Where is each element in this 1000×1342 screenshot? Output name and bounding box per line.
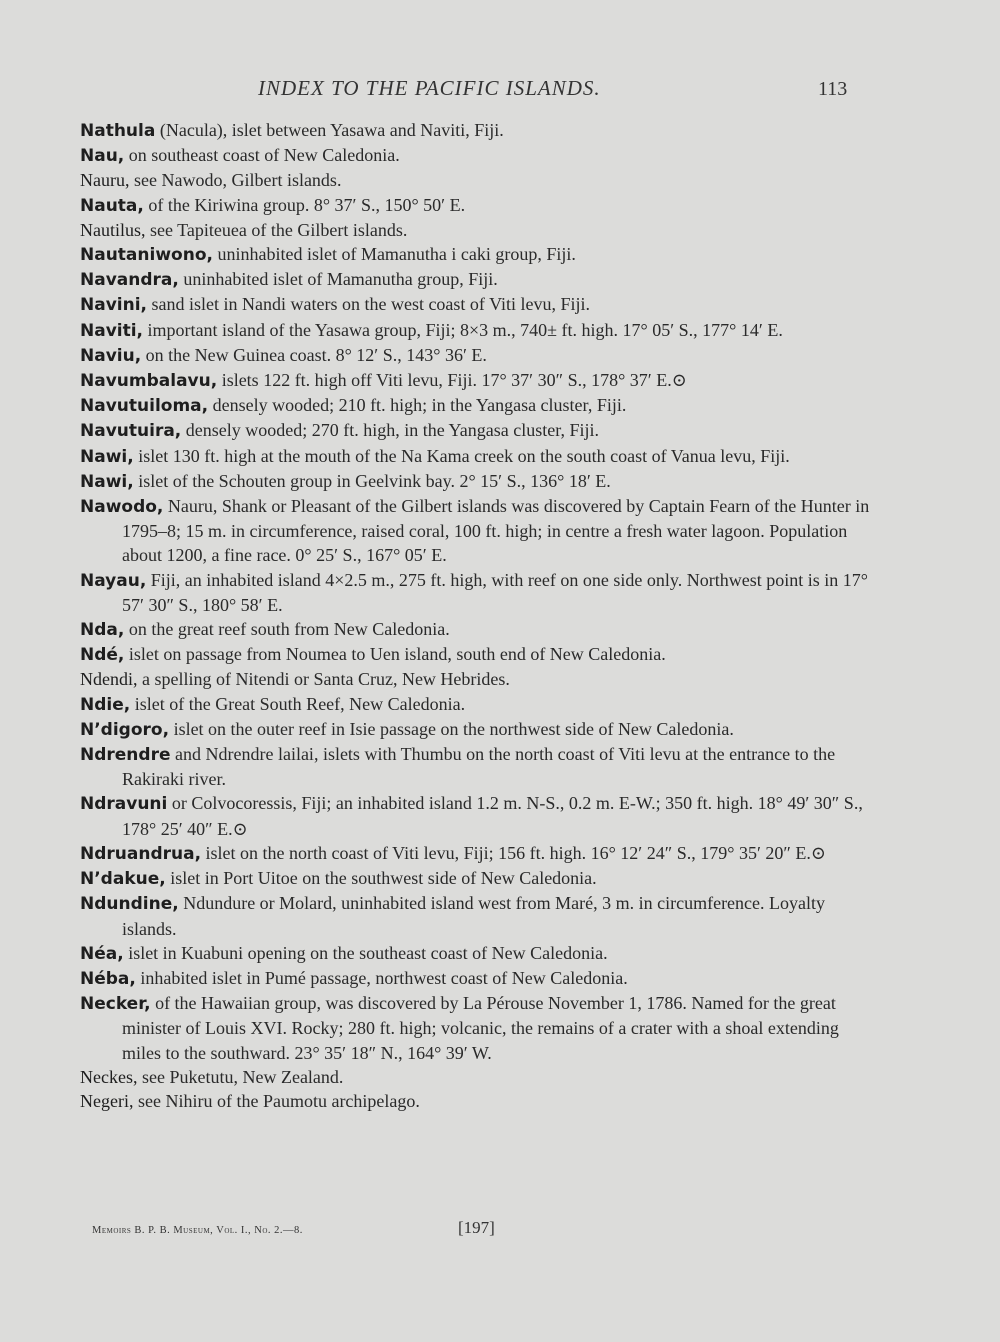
entry-name: Navutuiloma, <box>80 396 209 417</box>
entry-text: or Colvocoressis, Fiji; an inhabited island 1.2 m. N-S., 0.2 m. E-W.; 350 ft. high. 18° 49′ 30″ S., 178° 25′ 40″ E.⊙ <box>122 793 863 839</box>
index-entry <box>80 642 880 667</box>
entry-text: densely wooded; 270 ft. high, in the Yangasa cluster, Fiji. <box>181 420 600 441</box>
index-entry <box>80 469 880 494</box>
entry-text: islet on passage from Noumea to Uen island, south end of New Caledonia. <box>124 644 666 665</box>
entry-name: Navumbalavu, <box>80 371 218 392</box>
entry-name: Neckes, <box>80 1066 138 1087</box>
index-entry <box>80 667 880 691</box>
running-header: INDEX TO THE PACIFIC ISLANDS. <box>258 76 601 100</box>
footer-citation: Memoirs B. P. B. Museum, Vol. I., No. 2.—8. <box>92 1225 303 1236</box>
index-entry <box>80 991 880 1065</box>
index-entries <box>80 118 880 1113</box>
index-entry <box>80 143 880 168</box>
index-entry <box>80 444 880 469</box>
entry-text: (Nacula), islet between Yasawa and Naviti, Fiji. <box>155 120 504 140</box>
entry-name: N’dakue, <box>80 869 166 890</box>
entry-name: Ndie, <box>80 694 131 715</box>
index-entry <box>80 791 880 840</box>
entry-text: islets 122 ft. high off Viti levu, Fiji. 17° 37′ 30″ S., 178° 37′ E.⊙ <box>217 370 687 391</box>
entry-text: see Puketutu, New Zealand. <box>137 1066 344 1087</box>
entry-text: see Tapiteuea of the Gilbert islands. <box>145 219 408 240</box>
index-entry <box>80 941 880 966</box>
entry-text: uninhabited islet of Mamanutha i caki group, Fiji. <box>212 244 576 265</box>
entry-text: a spelling of Nitendi or Santa Cruz, New Hebrides. <box>137 669 510 690</box>
index-entry <box>80 742 880 791</box>
entry-name: Ndruandrua, <box>80 843 202 864</box>
index-entry <box>80 368 880 393</box>
entry-name: Naviu, <box>80 345 142 366</box>
index-entry <box>80 841 880 866</box>
index-entry <box>80 393 880 418</box>
index-entry <box>80 617 880 642</box>
index-entry <box>80 168 880 192</box>
entry-name: Ndé, <box>80 645 125 666</box>
index-entry <box>80 118 880 143</box>
entry-text: islet on the north coast of Viti levu, Fiji; 156 ft. high. 16° 12′ 24″ S., 179° 35′ 20″ E.⊙ <box>201 842 826 863</box>
entry-name: Navini, <box>80 295 147 316</box>
entry-text: islet of the Schouten group in Geelvink bay. 2° 15′ S., 136° 18′ E. <box>133 470 611 491</box>
entry-text: uninhabited islet of Mamanutha group, Fiji. <box>178 269 498 290</box>
entry-text: Ndundure or Molard, uninhabited island west from Maré, 3 m. in circumference. Loyalty islands. <box>122 893 826 939</box>
entry-name: Naviti, <box>80 320 144 341</box>
entry-name: Néba, <box>80 968 136 989</box>
entry-text: islet 130 ft. high at the mouth of the Na Kama creek on the south coast of Vanua levu, Fiji. <box>133 445 790 466</box>
entry-text: inhabited islet in Pumé passage, northwest coast of New Caledonia. <box>135 967 628 988</box>
entry-name: Nauta, <box>80 195 144 216</box>
entry-name: Nautaniwono, <box>80 245 213 266</box>
index-entry <box>80 692 880 717</box>
entry-name: Ndundine, <box>80 894 179 915</box>
entry-name: Nauru, <box>80 170 130 191</box>
index-entry <box>80 717 880 742</box>
entry-name: Navandra, <box>80 270 179 291</box>
signature-mark: [197] <box>458 1218 495 1237</box>
entry-text: on southeast coast of New Caledonia. <box>124 145 400 166</box>
entry-name: Nawi, <box>80 446 134 467</box>
entry-text: of the Kiriwina group. 8° 37′ S., 150° 50′ E. <box>143 194 466 215</box>
entry-text: of the Hawaiian group, was discovered by La Pérouse November 1, 1786. Named for the great minister of Louis XVI. Rocky; 280 ft. high; volcanic, the remains of a crater with a shoal extending miles to the southward. 23° 35′ 18″ N., 164° 39′ W. <box>122 993 839 1063</box>
index-entry <box>80 1089 880 1113</box>
entry-text: important island of the Yasawa group, Fiji; 8×3 m., 740± ft. high. 17° 05′ S., 177° 14′ E. <box>143 319 783 340</box>
entry-text: on the New Guinea coast. 8° 12′ S., 143° 36′ E. <box>141 344 487 365</box>
index-entry <box>80 418 880 443</box>
index-entry <box>80 218 880 242</box>
index-entry <box>80 1065 880 1089</box>
entry-name: Negeri, <box>80 1090 134 1111</box>
index-entry <box>80 343 880 368</box>
entry-text: see Nawodo, Gilbert islands. <box>129 170 342 191</box>
entry-name: Ndendi, <box>80 669 138 690</box>
index-entry <box>80 193 880 218</box>
entry-name: Nautilus, <box>80 219 146 240</box>
entry-name: Ndravuni <box>80 794 168 815</box>
entry-name: Necker, <box>80 994 151 1015</box>
entry-name: Nayau, <box>80 570 147 591</box>
page-number: 113 <box>818 78 848 100</box>
entry-text: on the great reef south from New Caledonia. <box>124 619 450 640</box>
entry-text: islet of the Great South Reef, New Caledonia. <box>130 693 466 714</box>
index-entry <box>80 966 880 991</box>
entry-name: Nathula <box>80 121 156 141</box>
index-entry <box>80 267 880 292</box>
index-entry <box>80 866 880 891</box>
index-entry <box>80 292 880 317</box>
entry-text: islet in Port Uitoe on the southwest side of New Caledonia. <box>165 868 597 889</box>
entry-text: see Nihiru of the Paumotu archipelago. <box>133 1090 420 1111</box>
entry-text: islet on the outer reef in Isie passage on the northwest side of New Caledonia. <box>169 718 734 739</box>
index-entry <box>80 318 880 343</box>
entry-name: Néa, <box>80 943 124 964</box>
entry-name: Ndrendre <box>80 745 171 766</box>
entry-name: Nau, <box>80 146 125 167</box>
entry-text: islet in Kuabuni opening on the southeast coast of New Caledonia. <box>123 942 608 963</box>
entry-name: N’digoro, <box>80 719 170 740</box>
entry-text: Fiji, an inhabited island 4×2.5 m., 275 ft. high, with reef on one side only. Northwest point is in 17° 57′ 30″ S., 180° 58′ E. <box>122 569 868 615</box>
entry-text: densely wooded; 210 ft. high; in the Yangasa cluster, Fiji. <box>208 395 627 416</box>
entry-name: Nawodo, <box>80 497 164 518</box>
entry-text: and Ndrendre lailai, islets with Thumbu on the north coast of Viti levu at the entrance to the Rakiraki river. <box>122 744 836 790</box>
index-entry <box>80 242 880 267</box>
entry-text: Nauru, Shank or Pleasant of the Gilbert islands was discovered by Captain Fearn of the Hunter in 1795–8; 15 m. in circumference, raised coral, 100 ft. high; in centre a fresh water lagoon. Population about 1200, a fine race. 0° 25′ S., 167° 05′ E. <box>122 496 870 566</box>
entry-text: sand islet in Nandi waters on the west coast of Viti levu, Fiji. <box>147 294 591 315</box>
entry-name: Nda, <box>80 620 125 641</box>
index-entry <box>80 891 880 940</box>
index-entry <box>80 494 880 568</box>
entry-name: Nawi, <box>80 471 134 492</box>
entry-name: Navutuira, <box>80 421 182 442</box>
index-entry <box>80 568 880 617</box>
